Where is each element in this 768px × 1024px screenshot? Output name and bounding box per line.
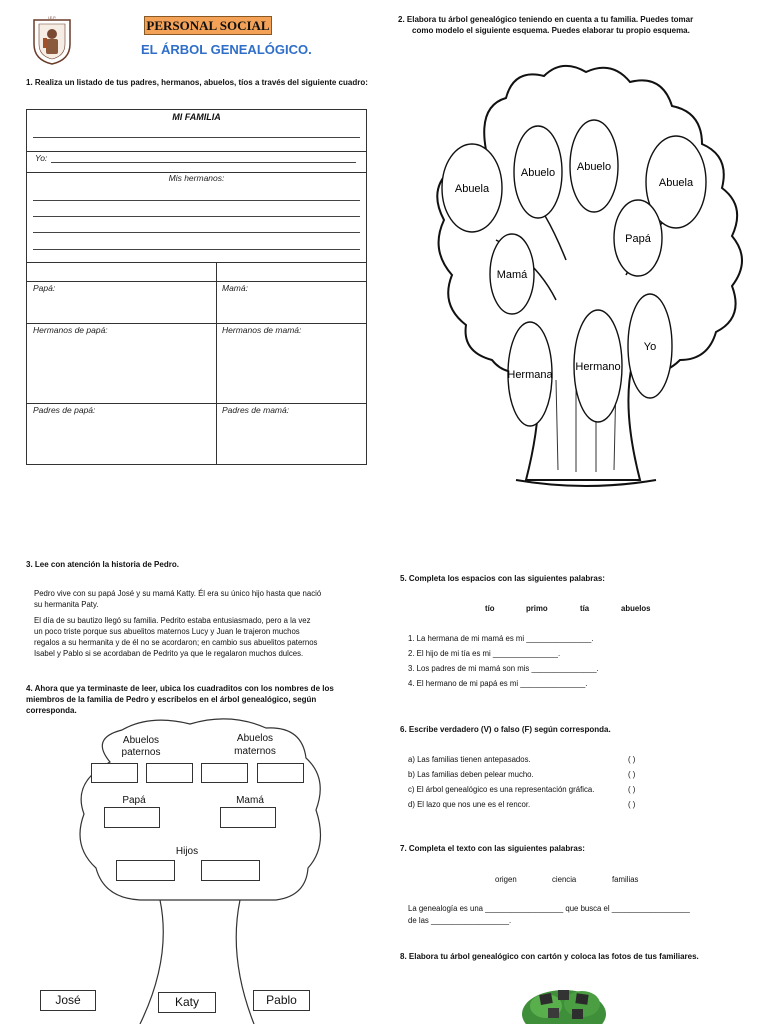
- node-abuelo: Abuelo: [520, 167, 556, 179]
- answer-box-hijo-2[interactable]: [201, 860, 260, 881]
- q6-mark-b[interactable]: ( ): [628, 770, 636, 779]
- q5-word-tio: tío: [485, 604, 495, 613]
- q5-item-1: 1. La hermana de mi mamá es mi _______________.: [408, 634, 594, 643]
- q5-item-2: 2. El hijo de mi tía es mi _______________.: [408, 649, 561, 658]
- name-card-pablo[interactable]: Pablo: [253, 990, 310, 1011]
- q7-word-ciencia: ciencia: [552, 875, 577, 884]
- svg-text:I.E.P.: I.E.P.: [47, 16, 57, 20]
- node-abuela-right: Abuela: [658, 177, 694, 189]
- page-subtitle: EL ÁRBOL GENEALÓGICO.: [141, 42, 312, 57]
- story-line-4: un poco triste porque sus abuelitos maternos Lucy y Juan le trajeron muchos: [34, 627, 300, 636]
- q4-line-2: miembros de la familia de Pedro y escríbelos en el árbol genealógico, según: [26, 695, 317, 704]
- answer-box-abuelo-paterno-1[interactable]: [91, 763, 138, 783]
- family-table: [26, 109, 367, 465]
- q6-item-a: a) Las familias tienen antepasados.: [408, 755, 531, 764]
- q8-heading: 8. Elabora tu árbol genealógico con cartón y coloca las fotos de tus familiares.: [400, 952, 699, 961]
- story-line-6: Isabel y Pablo si se acordaban de Pedrito ya que le regalaron muchos dulces.: [34, 649, 304, 658]
- q5-word-tia: tía: [580, 604, 590, 613]
- abuelos-maternos-label-1: Abuelos: [236, 733, 274, 744]
- abuelos-paternos-label-1: Abuelos: [122, 735, 160, 746]
- q2-instruction-line2: como modelo el siguiente esquema. Puedes elaborar tu propio esquema.: [412, 26, 690, 35]
- q5-word-primo: primo: [526, 604, 548, 613]
- node-abuelo-2: Abuelo: [576, 161, 612, 173]
- node-yo: Yo: [643, 341, 657, 353]
- q7-text-line-2: de las __________________.: [408, 916, 512, 925]
- q5-item-3: 3. Los padres de mi mamá son mis _______________.: [408, 664, 599, 673]
- q5-item-4: 4. El hermano de mi papá es mi _______________.: [408, 679, 588, 688]
- answer-box-abuelo-materno-1[interactable]: [201, 763, 248, 783]
- node-papa: Papá: [625, 233, 651, 245]
- hijos-label: Hijos: [175, 846, 199, 857]
- story-line-2: su hermanita Paty.: [34, 600, 99, 609]
- mama-label: Mamá:: [222, 283, 248, 293]
- hermanos-label: Mis hermanos:: [168, 173, 225, 183]
- node-hermano: Hermano: [575, 361, 621, 373]
- school-crest-icon: [30, 14, 74, 66]
- q4-line-3: corresponda.: [26, 706, 77, 715]
- answer-box-papa[interactable]: [104, 807, 160, 828]
- q6-item-c: c) El árbol genealógico es una representación gráfica.: [408, 785, 595, 794]
- q7-word-origen: origen: [495, 875, 517, 884]
- padres-papa-label: Padres de papá:: [33, 405, 96, 415]
- q4-line-1: 4. Ahora que ya terminaste de leer, ubica los cuadraditos con los nombres de los: [26, 684, 334, 693]
- node-hermana: Hermana: [507, 369, 553, 381]
- q2-instruction-line1: 2. Elabora tu árbol genealógico teniendo en cuenta a tu familia. Puedes tomar: [398, 15, 694, 24]
- story-line-5: regalos a su hermanita y de él no se acordaron; en cambio sus abuelitos paternos: [34, 638, 318, 647]
- answer-box-mama[interactable]: [220, 807, 276, 828]
- padres-mama-label: Padres de mamá:: [222, 405, 290, 415]
- name-card-jose[interactable]: José: [40, 990, 96, 1011]
- q7-heading: 7. Completa el texto con las siguientes palabras:: [400, 844, 585, 853]
- answer-box-abuelo-paterno-2[interactable]: [146, 763, 193, 783]
- hermanos-mama-label: Hermanos de mamá:: [222, 325, 302, 335]
- genealogy-tree-diagram: [426, 60, 752, 500]
- q3-heading: 3. Lee con atención la historia de Pedro.: [26, 560, 179, 569]
- q6-item-b: b) Las familias deben pelear mucho.: [408, 770, 534, 779]
- abuelos-maternos-label-2: maternos: [234, 746, 276, 757]
- abuelos-paternos-label-2: paternos: [121, 747, 161, 758]
- q6-mark-a[interactable]: ( ): [628, 755, 636, 764]
- story-line-1: Pedro vive con su papá José y su mamá Katty. Él era su único hijo hasta que nació: [34, 589, 322, 598]
- yo-label: Yo:: [35, 153, 48, 163]
- answer-box-hijo-1[interactable]: [116, 860, 175, 881]
- q6-heading: 6. Escribe verdadero (V) o falso (F) según corresponda.: [400, 725, 611, 734]
- answer-box-abuelo-materno-2[interactable]: [257, 763, 304, 783]
- hermanos-papa-label: Hermanos de papá:: [33, 325, 108, 335]
- q7-word-familias: familias: [612, 875, 639, 884]
- story-line-3: El día de su bautizo llegó su familia. Pedrito estaba entusiasmado, pero a la vez: [34, 616, 311, 625]
- q6-mark-c[interactable]: ( ): [628, 785, 636, 794]
- papa-label: Papá:: [33, 283, 56, 293]
- table-title: MI FAMILIA: [172, 112, 221, 122]
- q5-word-abuelos: abuelos: [621, 604, 651, 613]
- q6-mark-d[interactable]: ( ): [628, 800, 636, 809]
- node-mama: Mamá: [496, 269, 528, 281]
- name-card-katy[interactable]: Katy: [158, 992, 216, 1013]
- q7-text-line-1: La genealogía es una __________________ que busca el __________________: [408, 904, 690, 913]
- q1-instruction: 1. Realiza un listado de tus padres, hermanos, abuelos, tíos a través del siguiente cuadro:: [26, 78, 368, 87]
- photo-tree-icon: [518, 984, 610, 1024]
- node-abuela-left: Abuela: [454, 183, 490, 195]
- q6-item-d: d) El lazo que nos une es el rencor.: [408, 800, 531, 809]
- page-title: PERSONAL SOCIAL: [144, 16, 272, 35]
- papa-tree-label: Papá: [122, 795, 146, 806]
- q5-heading: 5. Completa los espacios con las siguientes palabras:: [400, 574, 605, 583]
- mama-tree-label: Mamá: [236, 795, 264, 806]
